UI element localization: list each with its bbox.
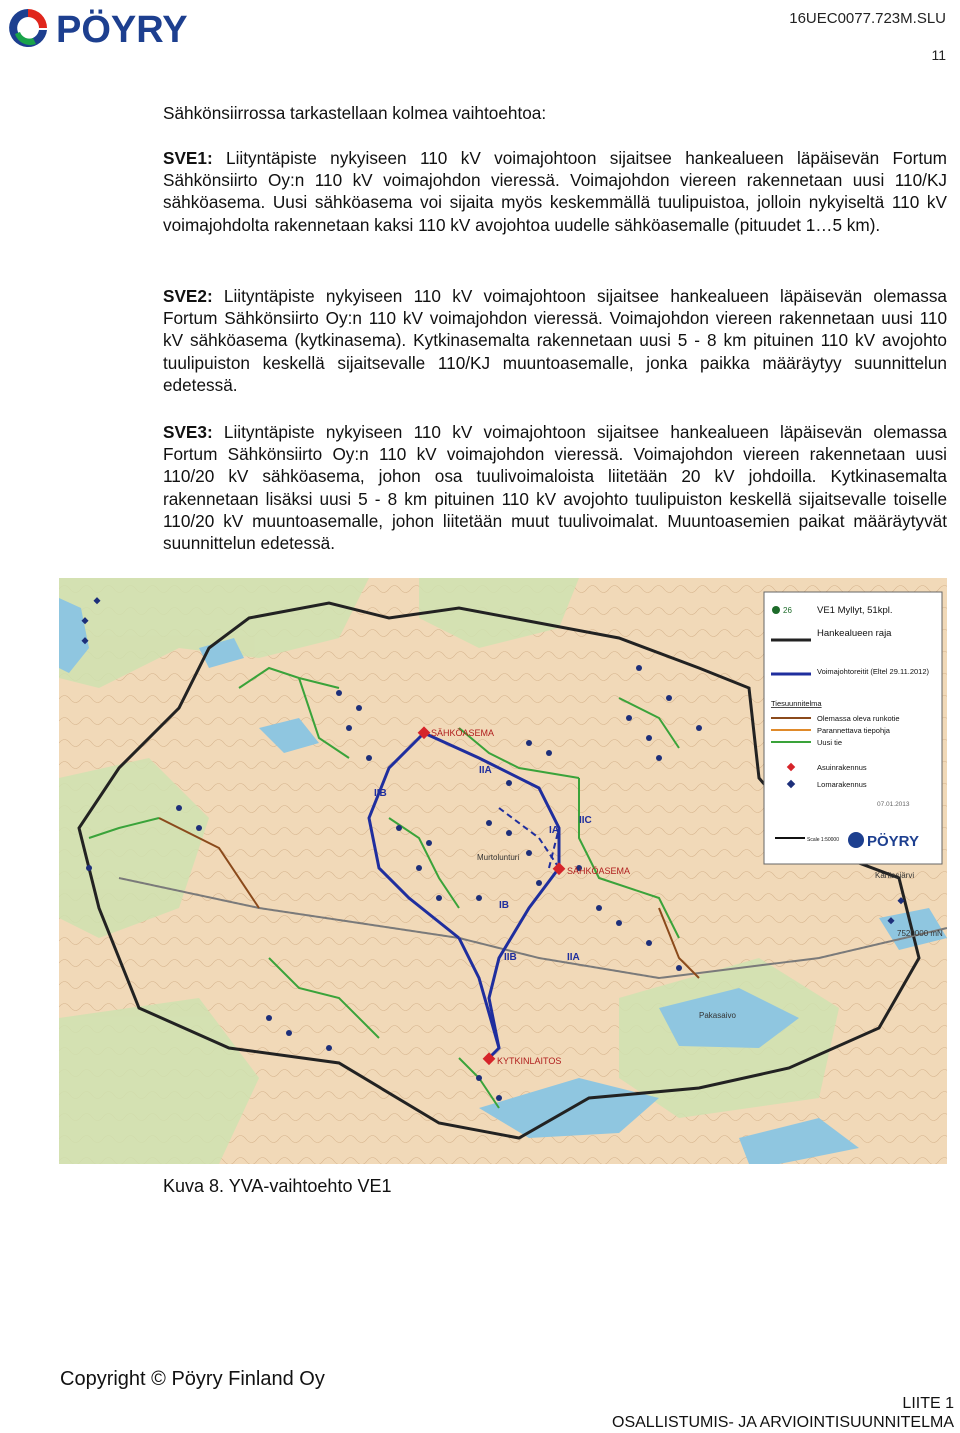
copyright-notice: Copyright © Pöyry Finland Oy	[60, 1368, 325, 1390]
sve2-text: Liityntäpiste nykyiseen 110 kV voimajohtoon sijaitsee hankealueen läpäisevän olemassa Fortum Sähkönsiirto Oy:n 110 kV voimajohdon vieressä. Voimajohdon viereen rakennetaan uusi 110 kV sähköasema (kytkinasema). Kytkinasemalta rakennetaan uusi 5 - 8 km pituinen 110 kV avojohto tuulipuiston keskellä sijaitsevalle 110/KJ muuntoasemalle, jonka paikka määräytyy suunnittelun edetessä.	[163, 286, 947, 395]
switching-station-label: KYTKINLAITOS	[497, 1056, 562, 1066]
place-label-murtolunturi: Murtolunturi	[477, 853, 520, 862]
route-label-iib-north: IIB	[374, 788, 387, 799]
legend-road-title: Tiesuunnitelma	[771, 699, 822, 708]
place-label-pakasaivo: Pakasaivo	[699, 1011, 736, 1020]
route-label-iia-north: IIA	[479, 765, 492, 776]
legend-scale: Scale 1:50000	[807, 837, 839, 843]
legend-improved-road: Parannettava tiepohja	[817, 726, 890, 735]
grid-coordinate-label: 7520000 mN	[897, 929, 943, 938]
legend-turbine-number: 26	[783, 606, 792, 615]
legend-turbine-label: VE1 Myllyt, 51kpl.	[817, 605, 893, 616]
page-number: 11	[931, 47, 946, 63]
turbine-legend-icon	[772, 606, 780, 614]
legend-logo-text: PÖYRY	[867, 833, 919, 850]
poyry-logo	[6, 4, 242, 52]
map-legend	[764, 592, 942, 864]
legend-area-boundary: Hankealueen raja	[817, 628, 892, 639]
legend-power-lines: Voimajohtoreitit (Eltel 29.11.2012)	[817, 667, 930, 676]
legend-date: 07.01.2013	[877, 801, 910, 808]
route-label-iic: IIC	[579, 815, 592, 826]
sve1-label: SVE1:	[163, 148, 213, 168]
poyry-swirl-icon	[9, 9, 47, 47]
route-label-ib: IB	[499, 900, 509, 911]
substation-label-2: SÄHKÖASEMA	[567, 866, 631, 876]
sve3-label: SVE3:	[163, 422, 213, 442]
plan-name: OSALLISTUMIS- JA ARVIOINTISUUNNITELMA	[612, 1414, 954, 1431]
appendix-label: LIITE 1	[902, 1395, 954, 1412]
figure-caption: Kuva 8. YVA-vaihtoehto VE1	[163, 1176, 392, 1196]
document-id: 16UEC0077.723M.SLU	[789, 10, 946, 27]
sve2-label: SVE2:	[163, 286, 213, 306]
intro-paragraph: Sähkönsiirrossa tarkastellaan kolmea vaihtoehtoa:	[163, 103, 547, 123]
legend-holiday: Lomarakennus	[817, 780, 867, 789]
map-figure	[59, 578, 947, 1164]
legend-residential: Asuinrakennus	[817, 763, 867, 772]
route-label-iia-south: IIA	[567, 952, 580, 963]
sve2-paragraph	[163, 285, 947, 396]
place-label-karilasjarvi: Karilasjärvi	[875, 871, 915, 880]
sve3-text: Liityntäpiste nykyiseen 110 kV voimajohtoon sijaitsee hankealueen läpäisevän olemassa Fortum Sähkönsiirto Oy:n 110 kV voimajohdon vieressä. Voimajohdon viereen rakennetaan uusi 110/20 kV sähköasema, johon osa tuulivoimaloista liitetään 20 kV johdoilla. Kytkinasemalta rakennetaan lisäksi uusi 5 - 8 km pituinen 110 kV avojohto tuulipuiston keskellä sijaitsevalle toiselle 110/20 kV muuntoasemalle, johon liitetään muut tuulivoimalat. Muuntoasemien paikat määräytyvät suunnittelun edetessä.	[163, 422, 947, 554]
route-label-ia: IA	[549, 825, 559, 836]
sve3-paragraph	[163, 421, 947, 554]
substation-label-1: SÄHKÖASEMA	[431, 728, 495, 738]
sve1-text: Liityntäpiste nykyiseen 110 kV voimajohtoon sijaitsee hankealueen läpäisevän Fortum Sähkönsiirto Oy:n 110 kV voimajohdon vieressä. Voimajohdon viereen rakennetaan uusi 110/KJ sähköasema. Uusi sähköasema voi sijaita myös keskemmällä tuulipuistoa, jolloin nykyiseltä 110 kV voimajohdolta rakennetaan kaksi 110 kV avojohtoa uudelle sähköasemalle (pituudet 1…5 km).	[163, 148, 947, 235]
legend-existing-road: Olemassa oleva runkotie	[817, 714, 900, 723]
logo-wordmark: PÖYRY	[56, 9, 188, 51]
sve1-paragraph	[163, 147, 947, 236]
project-area-map	[59, 578, 947, 1164]
legend-new-road: Uusi tie	[817, 738, 843, 747]
route-label-iib-south: IIB	[504, 952, 517, 963]
legend-logo-icon	[848, 832, 864, 848]
